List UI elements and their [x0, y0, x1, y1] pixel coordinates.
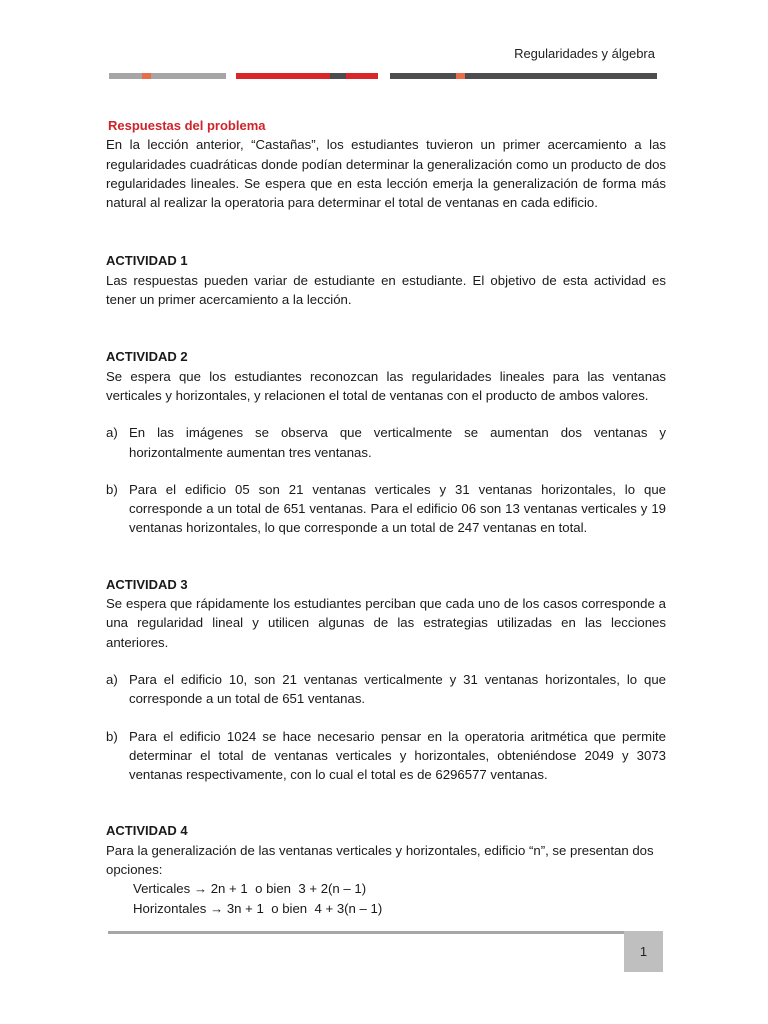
formula-horizontales	[106, 899, 666, 918]
list-marker: a)	[106, 425, 118, 441]
list-text: Para el edificio 05 son 21 ventanas verticales y 31 ventanas horizontales, lo que corresponde a un total de 651 ventanas. Para el edificio 06 son 13 ventanas verticales y 19 ventanas horizontales, lo que corresponde a un total de 247 ventanas en total.	[129, 481, 666, 536]
header-bar-orange-2	[456, 73, 465, 79]
actividad1-text: Las respuestas pueden variar de estudiante en estudiante. El objetivo de esta actividad es tener un primer acercamiento a la lección.	[106, 272, 666, 308]
header-bar-red-1	[236, 73, 330, 79]
formula-expr: 3n + 1 o bien 4 + 3(n – 1)	[226, 900, 383, 916]
page-number: 1	[639, 944, 648, 959]
actividad1-title: ACTIVIDAD 1	[106, 253, 188, 269]
actividad2-item-a	[106, 423, 666, 462]
header-bar-orange-1	[142, 73, 151, 79]
document-body	[106, 116, 666, 918]
header-title: Regularidades y álgebra	[514, 46, 655, 61]
actividad2-text: Se espera que los estudiantes reconozcan las regularidades lineales para las ventanas verticales y horizontales, y relacionen el total de ventanas con el producto de ambos valores.	[106, 368, 666, 403]
header-bar-dark-2	[390, 73, 456, 79]
page-number-box	[624, 931, 663, 972]
header-bar-gray-1	[109, 73, 142, 79]
intro-text: En la lección anterior, “Castañas”, los estudiantes tuvieron un primer acercamiento a las regularidades cuadráticas donde podían determinar la generalización como un producto de dos regularidades lineales. Se espera que en esta lección emerja la generalización de forma más natural al realizar la operatoria para determinar el total de ventanas en cada edificio.	[106, 137, 666, 211]
intro-heading: Respuestas del problema	[108, 118, 266, 133]
formula-verticales	[106, 879, 666, 898]
list-marker: b)	[106, 728, 118, 744]
footer-line	[108, 931, 628, 934]
arrow-icon: →	[193, 881, 208, 897]
list-text: Para el edificio 1024 se hace necesario pensar en la operatoria aritmética que permite determinar el total de ventanas verticales y horizontales, obteniéndose 2049 y 3073 ventanas respectivamente, con lo cual el total es de 6296577 ventanas.	[129, 728, 666, 783]
actividad3-item-a	[106, 670, 666, 709]
actividad2-item-b	[106, 480, 666, 538]
header-bar-dark-1	[330, 73, 346, 79]
arrow-icon: →	[209, 900, 224, 916]
header-bar-gray-2	[151, 73, 226, 79]
formula-label: Horizontales	[133, 900, 207, 916]
actividad4-title: ACTIVIDAD 4	[106, 823, 188, 839]
list-marker: b)	[106, 481, 118, 497]
actividad3-text: Se espera que rápidamente los estudiantes perciban que cada uno de los casos corresponde a una regularidad lineal y utilicen algunas de las estrategias utilizadas en las lecciones anteriores.	[106, 596, 666, 650]
actividad2-title: ACTIVIDAD 2	[106, 349, 188, 365]
header-bar-dark-3	[465, 73, 657, 79]
list-text: Para el edificio 10, son 21 ventanas verticalmente y 31 ventanas horizontales, lo que corresponde a un total de 651 ventanas.	[129, 671, 666, 707]
header-bar-red-2	[346, 73, 378, 79]
list-marker: a)	[106, 671, 118, 687]
formula-expr: 2n + 1 o bien 3 + 2(n – 1)	[210, 881, 367, 897]
actividad3-title: ACTIVIDAD 3	[106, 576, 188, 592]
actividad3-item-b	[106, 727, 666, 785]
list-text: En las imágenes se observa que verticalmente se aumentan dos ventanas y horizontalmente aumentan tres ventanas.	[129, 425, 666, 460]
actividad4-text: Para la generalización de las ventanas verticales y horizontales, edificio “n”, se presentan dos opciones:	[106, 842, 654, 878]
formula-label: Verticales	[133, 881, 191, 897]
